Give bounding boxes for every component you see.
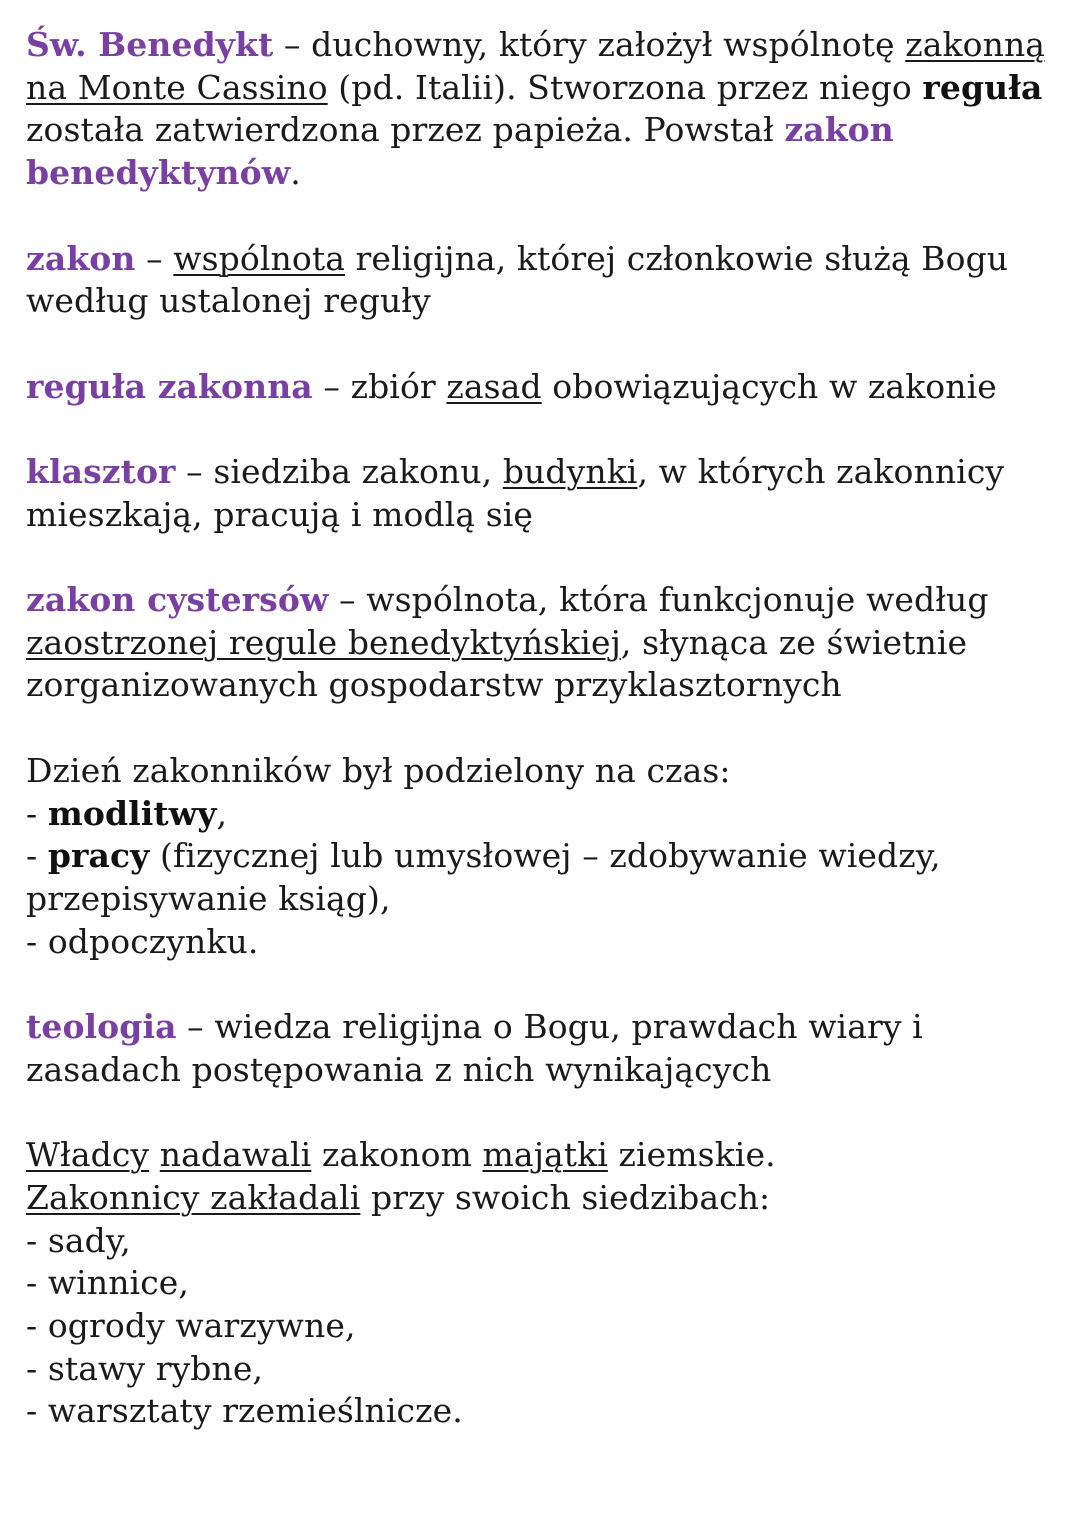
term-regula: reguła zakonna bbox=[26, 366, 313, 406]
list-item bbox=[26, 921, 1066, 964]
rulers-line bbox=[26, 1134, 1066, 1177]
term-zakon: zakon bbox=[26, 238, 136, 278]
text: religijna, której członkowie służą Bogu według ustalonej reguły bbox=[26, 238, 1009, 321]
text: . bbox=[290, 153, 301, 193]
bold-text: reguła bbox=[922, 67, 1043, 107]
text: , słynąca ze świetnie zorganizowanych gospodarstw przyklasztornych bbox=[26, 622, 968, 705]
term-cystersi: zakon cystersów bbox=[26, 580, 329, 620]
term-benedyktyni: zakon benedyktynów bbox=[26, 110, 894, 193]
notes-page bbox=[26, 24, 1066, 1476]
underlined-text: budynki bbox=[502, 451, 638, 491]
bullet: - bbox=[26, 921, 48, 961]
definition-klasztor bbox=[26, 451, 1066, 536]
text: (fizycznej lub umysłowej – zdobywanie wiedzy, przepisywanie ksiąg), bbox=[26, 836, 941, 918]
definition-regula bbox=[26, 366, 1066, 409]
list-item: - winnice, bbox=[26, 1263, 190, 1303]
text: , w których zakonnicy mieszkają, pracują i modlą się bbox=[26, 451, 1005, 534]
text: – wspólnota, która funkcjonuje według bbox=[328, 580, 989, 620]
term-benedykt: Św. Benedykt bbox=[26, 25, 274, 64]
bold-text: pracy bbox=[47, 836, 150, 876]
term-klasztor: klasztor bbox=[26, 451, 176, 491]
day-schedule bbox=[26, 750, 1066, 964]
underlined-text: majątki bbox=[482, 1135, 608, 1175]
underlined-text: wspólnota bbox=[173, 238, 345, 278]
underlined-text: Zakonnicy zakładali bbox=[26, 1177, 361, 1217]
text: – wiedza religijna o Bogu, prawdach wiary i zasadach postępowania z nich wynikających bbox=[26, 1007, 923, 1089]
bullet: - bbox=[26, 793, 48, 833]
text: ziemskie. bbox=[607, 1135, 776, 1175]
text bbox=[149, 1135, 160, 1174]
underlined-text: zaostrzonej regule benedyktyńskiej bbox=[26, 622, 621, 662]
text: obowiązujących w zakonie bbox=[541, 366, 997, 406]
underlined-text: zakonną na Monte Cassino bbox=[26, 25, 1046, 107]
bullet: - bbox=[26, 836, 48, 876]
rulers-section bbox=[26, 1134, 1066, 1433]
definition-zakon bbox=[26, 238, 1066, 323]
text: , bbox=[216, 793, 228, 833]
text: przy swoich siedzibach: bbox=[360, 1177, 771, 1217]
list-item: - sady, bbox=[26, 1220, 131, 1260]
list-item bbox=[26, 793, 1066, 836]
list-item: - stawy rybne, bbox=[26, 1348, 264, 1388]
list-item: - warsztaty rzemieślnicze. bbox=[26, 1391, 463, 1431]
definition-cystersi bbox=[26, 579, 1066, 707]
underlined-text: Władcy bbox=[26, 1135, 150, 1175]
text: (pd. Italii). Stworzona przez niego bbox=[327, 67, 923, 107]
bold-text: modlitwy bbox=[47, 793, 217, 833]
day-intro: Dzień zakonników był podzielony na czas: bbox=[26, 750, 731, 790]
underlined-text: nadawali bbox=[159, 1135, 312, 1175]
definition-teologia bbox=[26, 1006, 1066, 1091]
definition-benedykt bbox=[26, 24, 1066, 195]
term-teologia: teologia bbox=[26, 1007, 177, 1047]
monks-line bbox=[26, 1177, 1066, 1220]
text: została zatwierdzona przez papieża. Powstał bbox=[26, 110, 785, 150]
text: zakonom bbox=[311, 1135, 483, 1175]
text: – zbiór bbox=[312, 366, 447, 406]
text: – bbox=[135, 238, 174, 278]
text: – duchowny, który założył wspólnotę bbox=[273, 25, 906, 64]
text: – siedziba zakonu, bbox=[175, 451, 503, 491]
text: odpoczynku. bbox=[47, 921, 259, 961]
list-item bbox=[26, 835, 1066, 920]
underlined-text: zasad bbox=[446, 366, 542, 406]
list-item: - ogrody warzywne, bbox=[26, 1305, 356, 1345]
